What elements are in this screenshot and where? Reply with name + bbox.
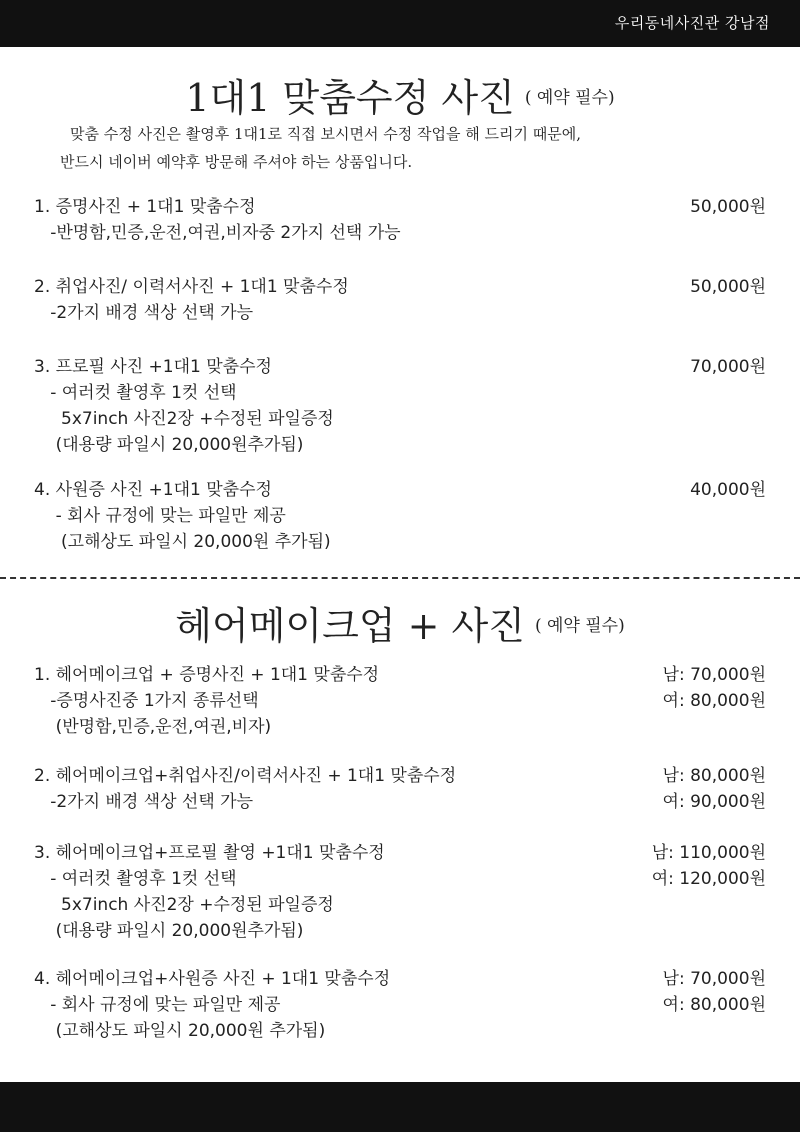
price-female: 여: 120,000원 (651, 869, 766, 889)
section2-item-3 (34, 840, 766, 944)
item-detail: - 회사 규정에 맞는 파일만 제공 (34, 506, 286, 526)
item-price (652, 840, 766, 892)
item-price (690, 194, 766, 220)
section1-title-text: 1대1 맞춤수정 사진 (185, 76, 515, 120)
price-male: 남: 70,000원 (662, 665, 766, 685)
item-price (663, 662, 766, 714)
price-value: 70,000원 (690, 357, 766, 377)
item-name: 4. 헤어메이크업+사원증 사진 + 1대1 맞춤수정 (34, 969, 391, 989)
section1-item-1 (34, 194, 766, 246)
item-detail: (대용량 파일시 20,000원추가됨) (34, 921, 304, 941)
item-name: 1. 증명사진 + 1대1 맞춤수정 (34, 197, 256, 217)
section2-title (0, 595, 800, 650)
item-detail: (고해상도 파일시 20,000원 추가됨) (34, 532, 331, 552)
item-detail: 5x7inch 사진2장 +수정된 파일증정 (34, 895, 334, 915)
item-detail: - 여러컷 촬영후 1컷 선택 (34, 869, 237, 889)
intro-line: 맞춤 수정 사진은 촬영후 1대1로 직접 보시면서 수정 작업을 해 드리기 때문에, (70, 125, 582, 143)
item-price (690, 477, 766, 503)
item-detail: - 여러컷 촬영후 1컷 선택 (34, 383, 237, 403)
item-name: 2. 취업사진/ 이력서사진 + 1대1 맞춤수정 (34, 277, 349, 297)
item-price (663, 966, 766, 1018)
section2-item-2 (34, 763, 766, 815)
item-detail: -증명사진중 1가지 종류선택 (34, 691, 259, 711)
item-price (690, 354, 766, 380)
top-bar (0, 0, 800, 47)
section2-item-4 (34, 966, 766, 1044)
section2-reservation-tag: ( 예약 필수) (534, 616, 625, 636)
price-female: 여: 90,000원 (662, 792, 766, 812)
section1-item-4 (34, 477, 766, 555)
item-detail: -2가지 배경 색상 선택 가능 (34, 303, 253, 323)
section2-title-text: 헤어메이크업 + 사진 (175, 604, 525, 648)
price-male: 남: 80,000원 (662, 766, 766, 786)
intro-line: 반드시 네이버 예약후 방문해 주셔야 하는 상품입니다. (60, 153, 413, 171)
price-value: 50,000원 (690, 197, 766, 217)
section-divider (0, 577, 800, 579)
item-price (690, 274, 766, 300)
price-male: 남: 110,000원 (651, 843, 766, 863)
item-detail: 5x7inch 사진2장 +수정된 파일증정 (34, 409, 334, 429)
price-female: 여: 80,000원 (662, 995, 766, 1015)
item-name: 3. 헤어메이크업+프로필 촬영 +1대1 맞춤수정 (34, 843, 385, 863)
section1-reservation-tag: ( 예약 필수) (524, 88, 615, 108)
item-detail: (대용량 파일시 20,000원추가됨) (34, 435, 304, 455)
item-detail: (반명함,민증,운전,여권,비자) (34, 717, 272, 737)
price-male: 남: 70,000원 (662, 969, 766, 989)
price-value: 50,000원 (690, 277, 766, 297)
item-detail: (고해상도 파일시 20,000원 추가됨) (34, 1021, 326, 1041)
price-value: 40,000원 (690, 480, 766, 500)
item-detail: -2가지 배경 색상 선택 가능 (34, 792, 253, 812)
section1-intro (60, 120, 760, 176)
section1-item-2 (34, 274, 766, 326)
store-name: 우리동네사진관 강남점 (614, 14, 770, 32)
item-name: 3. 프로필 사진 +1대1 맞춤수정 (34, 357, 272, 377)
item-name: 1. 헤어메이크업 + 증명사진 + 1대1 맞춤수정 (34, 665, 380, 685)
price-female: 여: 80,000원 (662, 691, 766, 711)
item-name: 2. 헤어메이크업+취업사진/이력서사진 + 1대1 맞춤수정 (34, 766, 457, 786)
item-price (663, 763, 766, 815)
bottom-bar (0, 1082, 800, 1132)
section1-item-3 (34, 354, 766, 458)
item-name: 4. 사원증 사진 +1대1 맞춤수정 (34, 480, 272, 500)
item-detail: -반명함,민증,운전,여권,비자중 2가지 선택 가능 (34, 223, 401, 243)
section1-title (0, 67, 800, 122)
section2-item-1 (34, 662, 766, 740)
item-detail: - 회사 규정에 맞는 파일만 제공 (34, 995, 281, 1015)
